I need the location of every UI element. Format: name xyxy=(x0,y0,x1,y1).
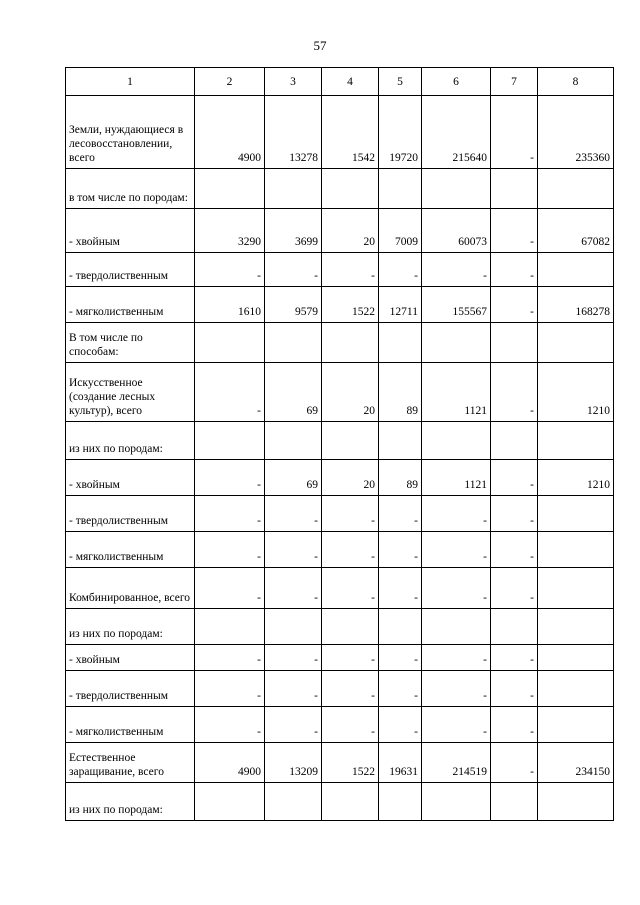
table-row xyxy=(66,96,614,169)
column-header: 7 xyxy=(491,68,538,96)
row-label: Искусственное (создание лесных культур), всего xyxy=(66,363,195,422)
table-cell: - xyxy=(195,460,265,496)
table-cell xyxy=(422,783,491,821)
table-cell: - xyxy=(322,671,379,707)
table-cell xyxy=(322,609,379,645)
table-cell xyxy=(265,323,322,363)
table-cell xyxy=(195,609,265,645)
row-label: - хвойным xyxy=(66,645,195,671)
column-header: 2 xyxy=(195,68,265,96)
table-cell xyxy=(265,783,322,821)
column-header: 4 xyxy=(322,68,379,96)
table-cell xyxy=(379,609,422,645)
column-header: 1 xyxy=(66,68,195,96)
table-cell: - xyxy=(491,363,538,422)
table-cell xyxy=(322,783,379,821)
table-row xyxy=(66,422,614,460)
table-cell xyxy=(379,422,422,460)
table-cell: - xyxy=(491,460,538,496)
table-cell xyxy=(422,609,491,645)
table-cell xyxy=(538,609,614,645)
table-cell: 20 xyxy=(322,363,379,422)
table-cell: - xyxy=(422,496,491,532)
table-cell: 1121 xyxy=(422,460,491,496)
table-row xyxy=(66,609,614,645)
table-cell: - xyxy=(422,532,491,568)
table-cell: - xyxy=(422,671,491,707)
table-cell: - xyxy=(422,707,491,743)
row-label: - хвойным xyxy=(66,460,195,496)
table-cell: - xyxy=(322,253,379,287)
table-cell: 89 xyxy=(379,460,422,496)
table-cell: - xyxy=(422,645,491,671)
table-cell: 1121 xyxy=(422,363,491,422)
table-cell: 235360 xyxy=(538,96,614,169)
table-cell: - xyxy=(379,671,422,707)
table-cell: - xyxy=(491,743,538,783)
table-cell xyxy=(491,323,538,363)
table-container xyxy=(65,67,610,816)
row-label: из них по породам: xyxy=(66,783,195,821)
table-cell xyxy=(379,323,422,363)
table-cell xyxy=(265,169,322,209)
column-header: 8 xyxy=(538,68,614,96)
table-cell: 3699 xyxy=(265,209,322,253)
table-cell: - xyxy=(491,568,538,609)
table-row xyxy=(66,169,614,209)
table-cell xyxy=(538,645,614,671)
table-cell: - xyxy=(265,707,322,743)
table-cell xyxy=(538,707,614,743)
table-cell xyxy=(491,169,538,209)
table-cell: 1522 xyxy=(322,287,379,323)
table-cell: - xyxy=(195,568,265,609)
table-cell: 89 xyxy=(379,363,422,422)
table-cell: - xyxy=(491,209,538,253)
table-row xyxy=(66,707,614,743)
table-cell: 4900 xyxy=(195,743,265,783)
table-cell: 20 xyxy=(322,209,379,253)
table-row xyxy=(66,209,614,253)
table-body xyxy=(66,96,614,821)
table-cell: - xyxy=(322,707,379,743)
table-cell: 7009 xyxy=(379,209,422,253)
table-cell: - xyxy=(265,568,322,609)
table-cell xyxy=(265,609,322,645)
table-row xyxy=(66,460,614,496)
row-label: - мягколиственным xyxy=(66,287,195,323)
table-cell: 1522 xyxy=(322,743,379,783)
table-cell: 12711 xyxy=(379,287,422,323)
table-cell: - xyxy=(491,532,538,568)
table-header-row xyxy=(66,68,614,96)
table-cell: - xyxy=(195,671,265,707)
table-row xyxy=(66,568,614,609)
table-cell xyxy=(322,323,379,363)
table-row xyxy=(66,253,614,287)
table-cell: 155567 xyxy=(422,287,491,323)
table-cell: - xyxy=(422,253,491,287)
table-cell: - xyxy=(195,645,265,671)
table-cell: 9579 xyxy=(265,287,322,323)
table-cell xyxy=(491,609,538,645)
row-label: - твердолиственным xyxy=(66,671,195,707)
table-cell: 1542 xyxy=(322,96,379,169)
table-cell: 67082 xyxy=(538,209,614,253)
table-cell: 3290 xyxy=(195,209,265,253)
table-cell xyxy=(538,783,614,821)
table-cell: - xyxy=(265,253,322,287)
table-cell: 1610 xyxy=(195,287,265,323)
row-label: В том числе по способам: xyxy=(66,323,195,363)
data-table xyxy=(65,67,614,821)
table-cell: - xyxy=(195,707,265,743)
row-label: Комбинированное, всего xyxy=(66,568,195,609)
table-row xyxy=(66,671,614,707)
table-cell xyxy=(195,783,265,821)
table-cell xyxy=(422,323,491,363)
table-cell xyxy=(538,532,614,568)
table-cell xyxy=(538,323,614,363)
row-label: Естественное заращивание, всего xyxy=(66,743,195,783)
table-cell: 13278 xyxy=(265,96,322,169)
table-cell: 215640 xyxy=(422,96,491,169)
row-label: Земли, нуждающиеся в лесовосстановлении, всего xyxy=(66,96,195,169)
table-cell: - xyxy=(379,645,422,671)
table-cell: - xyxy=(491,707,538,743)
table-cell: - xyxy=(491,496,538,532)
table-row xyxy=(66,323,614,363)
table-cell: 69 xyxy=(265,460,322,496)
row-label: - мягколиственным xyxy=(66,532,195,568)
table-cell xyxy=(538,568,614,609)
table-cell: - xyxy=(491,96,538,169)
table-cell xyxy=(379,169,422,209)
table-cell xyxy=(538,253,614,287)
table-cell: 4900 xyxy=(195,96,265,169)
table-cell: - xyxy=(322,568,379,609)
table-cell xyxy=(422,169,491,209)
table-cell: - xyxy=(491,287,538,323)
table-cell: 60073 xyxy=(422,209,491,253)
table-cell: 69 xyxy=(265,363,322,422)
table-cell: - xyxy=(379,532,422,568)
row-label: - твердолиственным xyxy=(66,496,195,532)
table-row xyxy=(66,363,614,422)
table-cell: - xyxy=(491,645,538,671)
table-cell: - xyxy=(322,532,379,568)
table-cell: - xyxy=(265,532,322,568)
table-cell: 1210 xyxy=(538,460,614,496)
table-cell: - xyxy=(322,496,379,532)
table-cell: 214519 xyxy=(422,743,491,783)
row-label: из них по породам: xyxy=(66,609,195,645)
table-cell: - xyxy=(265,645,322,671)
table-cell: - xyxy=(379,496,422,532)
table-cell: - xyxy=(491,671,538,707)
table-cell: - xyxy=(491,253,538,287)
table-cell xyxy=(195,422,265,460)
row-label: в том числе по породам: xyxy=(66,169,195,209)
table-cell xyxy=(538,169,614,209)
row-label: - хвойным xyxy=(66,209,195,253)
table-cell: - xyxy=(195,253,265,287)
column-header: 5 xyxy=(379,68,422,96)
table-cell xyxy=(422,422,491,460)
table-cell xyxy=(265,422,322,460)
table-cell xyxy=(322,422,379,460)
table-cell: 20 xyxy=(322,460,379,496)
table-cell: - xyxy=(379,253,422,287)
column-header: 3 xyxy=(265,68,322,96)
table-cell xyxy=(322,169,379,209)
table-cell: 168278 xyxy=(538,287,614,323)
row-label: - мягколиственным xyxy=(66,707,195,743)
table-cell: - xyxy=(422,568,491,609)
table-row xyxy=(66,645,614,671)
table-cell: - xyxy=(322,645,379,671)
row-label: - твердолиственным xyxy=(66,253,195,287)
page-number: 57 xyxy=(313,38,327,53)
table-cell: 13209 xyxy=(265,743,322,783)
column-header: 6 xyxy=(422,68,491,96)
table-cell: - xyxy=(379,568,422,609)
table-cell xyxy=(195,323,265,363)
table-cell: - xyxy=(195,532,265,568)
table-cell: - xyxy=(195,496,265,532)
table-cell: 1210 xyxy=(538,363,614,422)
table-row xyxy=(66,287,614,323)
table-row xyxy=(66,532,614,568)
table-cell: - xyxy=(265,671,322,707)
table-cell xyxy=(195,169,265,209)
table-cell xyxy=(538,496,614,532)
table-row xyxy=(66,783,614,821)
table-cell: - xyxy=(265,496,322,532)
table-cell: 234150 xyxy=(538,743,614,783)
table-row xyxy=(66,496,614,532)
table-cell xyxy=(538,422,614,460)
table-cell: 19631 xyxy=(379,743,422,783)
table-cell: - xyxy=(379,707,422,743)
table-cell: 19720 xyxy=(379,96,422,169)
row-label: из них по породам: xyxy=(66,422,195,460)
table-cell xyxy=(491,422,538,460)
table-cell xyxy=(538,671,614,707)
table-cell xyxy=(379,783,422,821)
table-row xyxy=(66,743,614,783)
table-cell xyxy=(491,783,538,821)
table-cell: - xyxy=(195,363,265,422)
